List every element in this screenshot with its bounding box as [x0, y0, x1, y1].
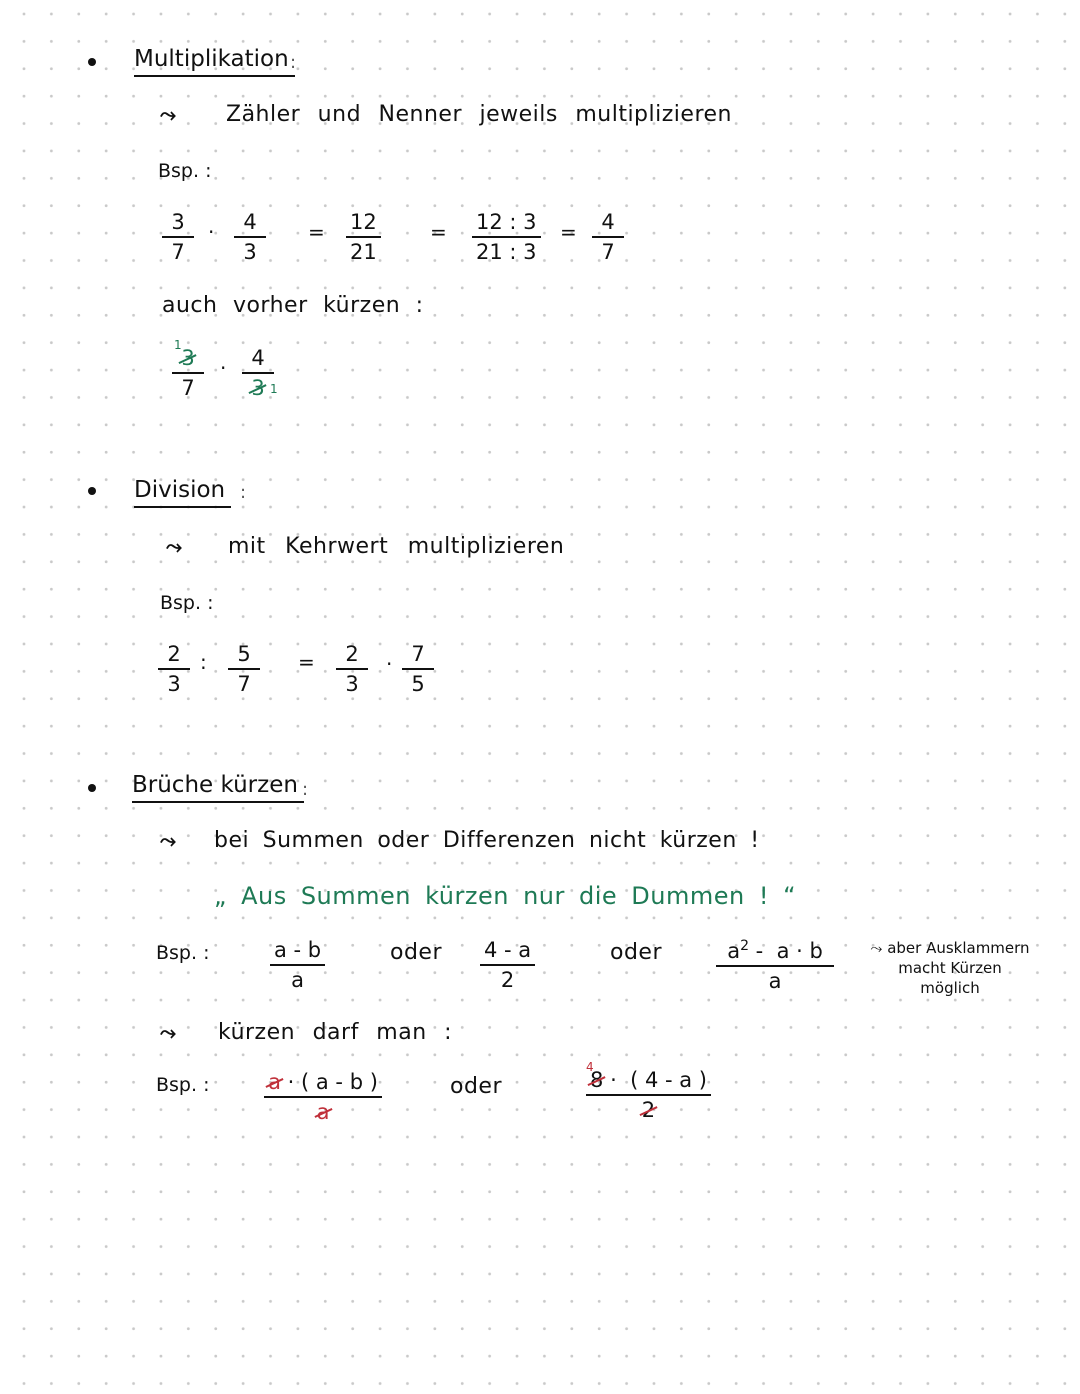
- fraction: $\frac{3}{7}$: [172, 346, 204, 400]
- bullet-icon: [88, 784, 96, 792]
- bullet-icon: [88, 487, 96, 495]
- allowed-label: kürzen darf man :: [218, 1020, 453, 1045]
- fraction: $\frac{8 \cdot ( 4 - a )}{2}$: [586, 1068, 711, 1122]
- fraction: $\frac{2}{3}$: [336, 642, 368, 696]
- fraction: $\frac{4 - a}{2}$: [480, 938, 535, 992]
- multiply-operator: ·: [208, 220, 215, 244]
- reduced-mark: 4: [586, 1060, 594, 1074]
- heading-multiplikation: Multiplikation: [134, 46, 295, 77]
- equals-operator: =: [430, 220, 447, 244]
- heading-colon: :: [290, 52, 297, 73]
- divide-operator: :: [200, 650, 207, 674]
- arrow-icon: ⤳: [160, 1020, 176, 1044]
- fraction: $\frac{12}{21}$: [346, 210, 381, 264]
- multiply-operator: ·: [220, 356, 227, 380]
- struck-factor: 8: [590, 1068, 604, 1092]
- heading-colon: :: [302, 779, 309, 800]
- fraction: $\frac{4}{3}$: [234, 210, 266, 264]
- struck-factor: a: [268, 1070, 281, 1094]
- arrow-icon: ⤳: [160, 102, 176, 126]
- example-label: Bsp. :: [156, 1074, 210, 1096]
- reduced-mark: 1: [174, 338, 182, 352]
- bullet-icon: [88, 58, 96, 66]
- fraction: $\frac{a \cdot ( a - b )}{a}$: [264, 1070, 382, 1124]
- fraction: $\frac{3}{7}$: [162, 210, 194, 264]
- arrow-icon: ⤳: [160, 828, 176, 852]
- oder-separator: oder: [450, 1074, 503, 1099]
- mnemonic-quote: „ Aus Summen kürzen nur die Dummen ! “: [214, 882, 797, 910]
- rule-text: Zähler und Nenner jeweils multiplizieren: [226, 102, 732, 127]
- heading-division: Division: [134, 477, 231, 508]
- struck-factor: 2: [641, 1098, 656, 1122]
- multiply-operator: ·: [386, 652, 393, 676]
- reduced-mark: 1: [270, 382, 278, 396]
- heading-kuerzen: Brüche kürzen: [132, 772, 304, 803]
- arrow-icon: ⤳: [166, 534, 182, 558]
- struck-factor: a: [316, 1100, 330, 1124]
- side-note: ⤳ aber Ausklammern macht Kürzen möglich: [870, 939, 1030, 997]
- rule-text: bei Summen oder Differenzen nicht kürzen !: [214, 828, 760, 853]
- also-shorten-label: auch vorher kürzen :: [162, 293, 424, 318]
- fraction: $\frac{a^2 - a \cdot b}{a}$: [716, 934, 834, 993]
- fraction: $\frac{a - b}{a}$: [270, 938, 325, 992]
- equals-operator: =: [308, 220, 325, 244]
- example-label: Bsp. :: [158, 160, 212, 182]
- equals-operator: =: [298, 650, 315, 674]
- equals-operator: =: [560, 220, 577, 244]
- fraction: $\frac{12 : 3}{21 : 3}$: [472, 210, 541, 264]
- example-label: Bsp. :: [160, 592, 214, 614]
- fraction: $\frac{4}{3}$: [242, 346, 274, 400]
- fraction: $\frac{4}{7}$: [592, 210, 624, 264]
- fraction: $\frac{5}{7}$: [228, 642, 260, 696]
- fraction: $\frac{7}{5}$: [402, 642, 434, 696]
- oder-separator: oder: [610, 940, 663, 965]
- struck-numerator: 3: [181, 346, 195, 370]
- struck-denominator: 3: [251, 376, 265, 400]
- oder-separator: oder: [390, 940, 443, 965]
- fraction: $\frac{2}{3}$: [158, 642, 190, 696]
- example-label: Bsp. :: [156, 942, 210, 964]
- heading-colon: :: [240, 482, 247, 503]
- rule-text: mit Kehrwert multiplizieren: [228, 534, 565, 559]
